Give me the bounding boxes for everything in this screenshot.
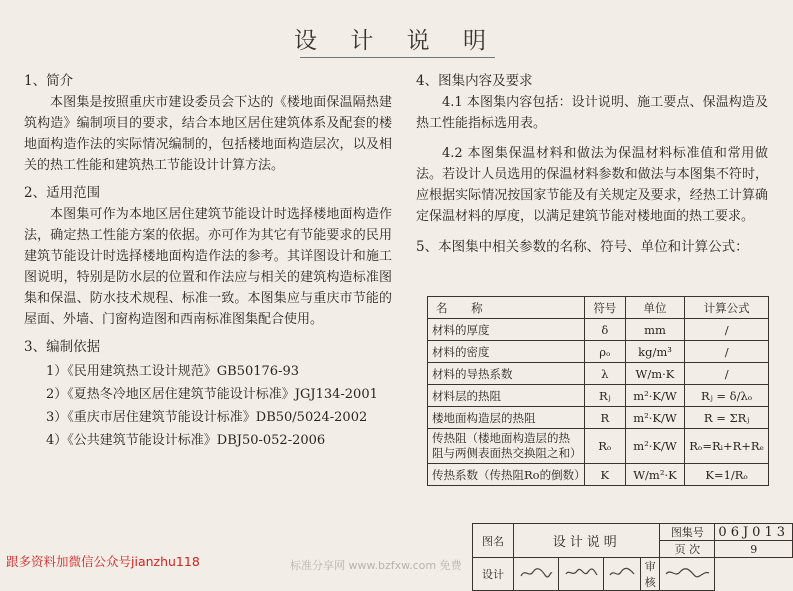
cell-formula: K=1/Rₒ bbox=[685, 464, 769, 486]
signature-icon bbox=[564, 566, 598, 580]
atlas-number: 06J013 bbox=[715, 524, 793, 541]
cell-symbol: λ bbox=[584, 363, 625, 385]
cell-formula: R = ΣRⱼ bbox=[685, 407, 769, 429]
cell-unit: m²·K/W bbox=[625, 385, 685, 407]
cell-formula: Rⱼ = δ/λₒ bbox=[685, 385, 769, 407]
cell-name: 材料的导热系数 bbox=[428, 363, 585, 385]
section-2-heading: 2、适用范围 bbox=[24, 185, 101, 201]
section-4-heading: 4、图集内容及要求 bbox=[416, 73, 533, 89]
table-row bbox=[428, 319, 769, 341]
section-4-1: 4.1 本图集内容包括：设计说明、施工要点、保温构造及热工性能指标选用表。 bbox=[416, 95, 768, 131]
reference-item: 3）《重庆市居住建筑节能设计标准》DB50/5024-2002 bbox=[46, 410, 368, 425]
cell-name: 材料的厚度 bbox=[428, 319, 585, 341]
cell-symbol: ρₒ bbox=[584, 341, 625, 363]
cell-symbol: K bbox=[584, 464, 625, 486]
cell-unit: W/m·K bbox=[625, 363, 685, 385]
page-number-label: 页 次 bbox=[660, 541, 715, 558]
reference-item: 2）《夏热冬冷地区居住建筑节能设计标准》JGJ134-2001 bbox=[46, 387, 378, 402]
title-block bbox=[472, 523, 793, 591]
signature-icon bbox=[608, 566, 636, 580]
table-header-row bbox=[428, 297, 769, 319]
table-row bbox=[428, 341, 769, 363]
designer-signature bbox=[514, 558, 559, 591]
cell-unit: m²·K/W bbox=[625, 429, 685, 464]
section-2-body: 本图集可作为本地区居住建筑节能设计时选择楼地面构造作法，确定热工性能方案的依据。亦可作为其它有节能要求的民用建筑节能设计时选择楼地面构造作法的参考。其详图设计和施工图说明，特别是防水层的位置和作法应与相关的建筑构造标准图集和保温、防水技术规程、标准一致。本图集应与重庆市节能的屋面、外墙、门窗构造图和西南标准图集配合使用。 bbox=[24, 207, 392, 327]
cell-name: 楼地面构造层的热阻 bbox=[428, 407, 585, 429]
approver-signature bbox=[604, 558, 641, 591]
table-header-unit: 单位 bbox=[625, 297, 685, 319]
left-column bbox=[24, 70, 392, 452]
cell-symbol: Rₒ bbox=[584, 429, 625, 464]
table-row bbox=[428, 464, 769, 486]
title-underline bbox=[300, 57, 495, 58]
page-number: 9 bbox=[715, 541, 793, 558]
cell-name: 材料的密度 bbox=[428, 341, 585, 363]
reference-item: 1）《民用建筑热工设计规范》GB50176-93 bbox=[46, 364, 299, 379]
signature-icon bbox=[663, 566, 711, 580]
cell-symbol: R bbox=[584, 407, 625, 429]
parameter-table bbox=[427, 296, 769, 486]
cell-unit: m²·K/W bbox=[625, 407, 685, 429]
drawing-name: 设计说明 bbox=[514, 524, 660, 558]
table-row bbox=[428, 407, 769, 429]
reference-list bbox=[24, 360, 392, 452]
cell-name: 传热系数（传热阻Ro的倒数） bbox=[428, 464, 585, 486]
table-header-symbol: 符号 bbox=[584, 297, 625, 319]
watermark-wechat-text: 跟多资料加微信公众号jianzhu118 bbox=[6, 554, 200, 569]
watermark-site-text: 标准分享网 www.bzfxw.com 免费 bbox=[290, 559, 462, 572]
reference-item: 4）《公共建筑节能设计标准》DBJ50-052-2006 bbox=[46, 433, 326, 448]
cell-unit: mm bbox=[625, 319, 685, 341]
cell-formula: Rₒ=Rᵢ+R+Rₑ bbox=[685, 429, 769, 464]
atlas-number-label: 图集号 bbox=[660, 524, 715, 541]
review-label: 审 核 bbox=[641, 558, 660, 591]
checker-signature bbox=[559, 558, 604, 591]
cell-unit: W/m²·K bbox=[625, 464, 685, 486]
cell-symbol: Rⱼ bbox=[584, 385, 625, 407]
cell-symbol: δ bbox=[584, 319, 625, 341]
cell-formula: / bbox=[685, 363, 769, 385]
design-label: 设计 bbox=[473, 558, 514, 591]
section-3-heading: 3、编制依据 bbox=[24, 339, 101, 355]
reviewer-signature bbox=[660, 558, 715, 591]
table-row bbox=[428, 429, 769, 464]
section-4-2: 4.2 本图集保温材料和做法为保温材料标准值和常用做法。若设计人员选用的保温材料参数和做法与本图集不符时，应根据实际情况按国家节能及有关规定及要求，经热工计算确定保温材料的厚度，以满足建筑节能对楼地面的热工要求。 bbox=[416, 146, 768, 224]
drawing-name-label: 图名 bbox=[473, 524, 514, 558]
table-row bbox=[428, 385, 769, 407]
section-1-heading: 1、简介 bbox=[24, 73, 74, 89]
cell-formula: / bbox=[685, 319, 769, 341]
cell-formula: / bbox=[685, 341, 769, 363]
section-5-heading: 5、本图集中相关参数的名称、符号、单位和计算公式： bbox=[416, 239, 749, 255]
table-header-formula: 计算公式 bbox=[685, 297, 769, 319]
page-title: 设 计 说 明 bbox=[294, 28, 499, 54]
section-1-body: 本图集是按照重庆市建设委员会下达的《楼地面保温隔热建筑构造》编制项目的要求，结合本地区居住建筑体系及配套的楼地面构造作法的实际情况编制的，包括楼地面构造层次，以及相关的热工性能和建筑热工节能设计计算方法。 bbox=[24, 95, 392, 173]
cell-name: 材料层的热阻 bbox=[428, 385, 585, 407]
table-row bbox=[428, 363, 769, 385]
signature-icon bbox=[519, 566, 553, 580]
cell-unit: kg/m³ bbox=[625, 341, 685, 363]
right-column bbox=[416, 70, 768, 258]
cell-name: 传热阻（楼地面构造层的热阻与两侧表面热交换阻之和） bbox=[428, 429, 585, 464]
table-header-name: 名 称 bbox=[428, 297, 585, 319]
